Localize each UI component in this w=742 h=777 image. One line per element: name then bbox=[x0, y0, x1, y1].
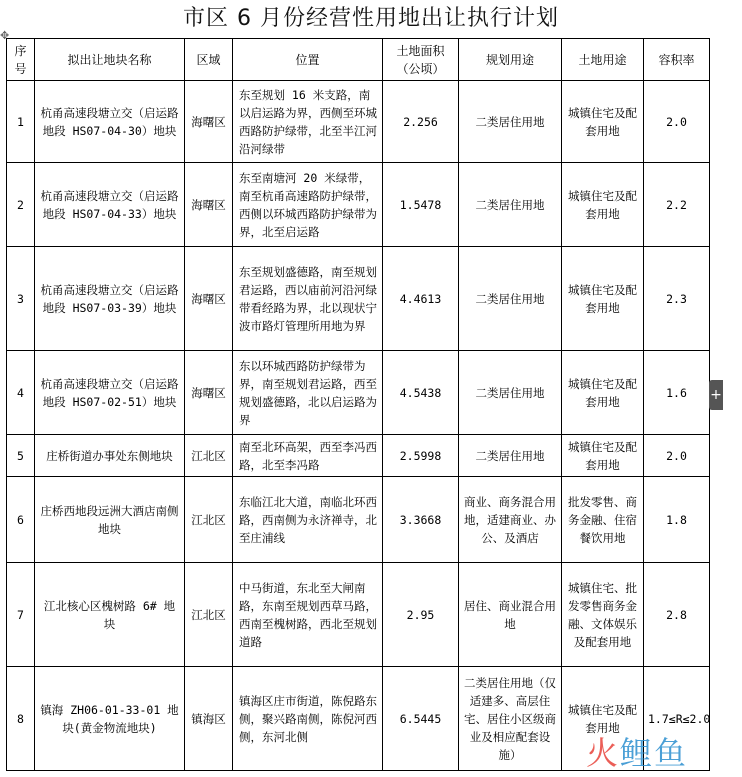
table-header-row bbox=[7, 39, 710, 81]
cell-planned-use: 居住、商业混合用地 bbox=[459, 563, 562, 667]
cell-area: 江北区 bbox=[185, 477, 233, 563]
cell-name: 杭甬高速段塘立交（启运路地段 HS07-04-30）地块 bbox=[35, 81, 185, 163]
cell-planned-use: 商业、商务混合用地，适建商业、办公、及酒店 bbox=[459, 477, 562, 563]
cell-far: 2.0 bbox=[644, 81, 710, 163]
cell-land-use: 城镇住宅、批发零售商务金融、文体娱乐及配套用地 bbox=[562, 563, 644, 667]
cell-area: 海曙区 bbox=[185, 247, 233, 351]
cell-far: 1.7≤R≤2.0 bbox=[644, 667, 710, 771]
cell-location: 东临江北大道，南临北环西路，西南侧为永济禅寺，北至庄浦线 bbox=[233, 477, 383, 563]
watermark-logo-rest: 鲤鱼 bbox=[620, 734, 689, 772]
cell-name: 庄桥西地段远洲大酒店南侧地块 bbox=[35, 477, 185, 563]
cell-far: 2.0 bbox=[644, 435, 710, 477]
cell-far: 2.3 bbox=[644, 247, 710, 351]
cell-name: 杭甬高速段塘立交（启运路地段 HS07-03-39）地块 bbox=[35, 247, 185, 351]
cell-location: 东至规划 16 米支路，南以启运路为界，西侧至环城西路防护绿带，北至半江河沿河绿带 bbox=[233, 81, 383, 163]
header-far: 容积率 bbox=[644, 39, 710, 81]
cell-land-use: 城镇住宅及配套用地 bbox=[562, 351, 644, 435]
cell-area: 海曙区 bbox=[185, 351, 233, 435]
header-location: 位置 bbox=[233, 39, 383, 81]
header-land-use: 土地用途 bbox=[562, 39, 644, 81]
table-row bbox=[7, 247, 710, 351]
cell-planned-use: 二类居住用地 bbox=[459, 81, 562, 163]
cell-location: 南至北环高架，西至李冯西路，北至李冯路 bbox=[233, 435, 383, 477]
cell-planned-use: 二类居住用地 bbox=[459, 247, 562, 351]
cell-location: 东至规划盛德路，南至规划君运路，西以庙前河沿河绿带看经路为界，北以现状宁波市路灯管理所用地为界 bbox=[233, 247, 383, 351]
expand-button[interactable]: + bbox=[709, 380, 723, 410]
cell-name: 江北核心区槐树路 6# 地块 bbox=[35, 563, 185, 667]
cell-location: 东以环城西路防护绿带为界，南至规划君运路，西至规划盛德路，北以启运路为界 bbox=[233, 351, 383, 435]
cell-area: 海曙区 bbox=[185, 163, 233, 247]
cell-no: 8 bbox=[7, 667, 35, 771]
cell-area: 海曙区 bbox=[185, 81, 233, 163]
cell-planned-use: 二类居住用地（仅适建多、高层住宅、居住小区级商业及相应配套设施） bbox=[459, 667, 562, 771]
header-size: 土地面积（公顷） bbox=[383, 39, 459, 81]
cell-no: 7 bbox=[7, 563, 35, 667]
page-title: 市区 6 月份经营性用地出让执行计划 bbox=[183, 6, 559, 31]
cell-far: 2.8 bbox=[644, 563, 710, 667]
cell-land-use: 城镇住宅及配套用地 bbox=[562, 435, 644, 477]
cell-no: 6 bbox=[7, 477, 35, 563]
cell-size: 4.4613 bbox=[383, 247, 459, 351]
cell-land-use: 城镇住宅及配套用地 bbox=[562, 667, 644, 771]
table-row bbox=[7, 563, 710, 667]
cell-no: 3 bbox=[7, 247, 35, 351]
cell-size: 1.5478 bbox=[383, 163, 459, 247]
cell-planned-use: 二类居住用地 bbox=[459, 435, 562, 477]
table-row bbox=[7, 435, 710, 477]
cell-planned-use: 二类居住用地 bbox=[459, 163, 562, 247]
cell-size: 2.95 bbox=[383, 563, 459, 667]
cell-no: 5 bbox=[7, 435, 35, 477]
cell-no: 4 bbox=[7, 351, 35, 435]
cell-size: 2.256 bbox=[383, 81, 459, 163]
table-row bbox=[7, 163, 710, 247]
cell-name: 庄桥街道办事处东侧地块 bbox=[35, 435, 185, 477]
cell-no: 1 bbox=[7, 81, 35, 163]
cell-size: 4.5438 bbox=[383, 351, 459, 435]
cell-location: 中马街道，东北至大闸南路，东南至规划西草马路，西南至槐树路，西北至规划道路 bbox=[233, 563, 383, 667]
land-plan-table bbox=[6, 38, 710, 771]
cell-far: 1.6 bbox=[644, 351, 710, 435]
watermark-logo bbox=[586, 731, 688, 775]
table-row bbox=[7, 477, 710, 563]
cell-area: 镇海区 bbox=[185, 667, 233, 771]
cell-area: 江北区 bbox=[185, 435, 233, 477]
header-no: 序号 bbox=[7, 39, 35, 81]
cell-far: 2.2 bbox=[644, 163, 710, 247]
cell-location: 镇海区庄市街道，陈倪路东侧，聚兴路南侧，陈倪河西侧，东河北侧 bbox=[233, 667, 383, 771]
cell-far: 1.8 bbox=[644, 477, 710, 563]
table-row bbox=[7, 351, 710, 435]
cell-size: 3.3668 bbox=[383, 477, 459, 563]
cell-land-use: 城镇住宅及配套用地 bbox=[562, 81, 644, 163]
cell-size: 6.5445 bbox=[383, 667, 459, 771]
cell-area: 江北区 bbox=[185, 563, 233, 667]
cell-name: 杭甬高速段塘立交（启运路地段 HS07-02-51）地块 bbox=[35, 351, 185, 435]
header-name: 拟出让地块名称 bbox=[35, 39, 185, 81]
cell-no: 2 bbox=[7, 163, 35, 247]
cell-planned-use: 二类居住用地 bbox=[459, 351, 562, 435]
header-planned-use: 规划用途 bbox=[459, 39, 562, 81]
cell-land-use: 批发零售、商务金融、住宿餐饮用地 bbox=[562, 477, 644, 563]
cell-size: 2.5998 bbox=[383, 435, 459, 477]
move-cross-icon[interactable]: ✥ bbox=[0, 29, 10, 42]
table-row bbox=[7, 81, 710, 163]
cell-land-use: 城镇住宅及配套用地 bbox=[562, 163, 644, 247]
watermark-logo-first: 火 bbox=[586, 734, 621, 772]
cell-name: 镇海 ZH06-01-33-01 地块(黄金物流地块) bbox=[35, 667, 185, 771]
cell-land-use: 城镇住宅及配套用地 bbox=[562, 247, 644, 351]
cell-location: 东至南塘河 20 米绿带，南至杭甬高速路防护绿带，西侧以环城西路防护绿带为界，北至启运路 bbox=[233, 163, 383, 247]
header-area: 区域 bbox=[185, 39, 233, 81]
cell-name: 杭甬高速段塘立交（启运路地段 HS07-04-33）地块 bbox=[35, 163, 185, 247]
